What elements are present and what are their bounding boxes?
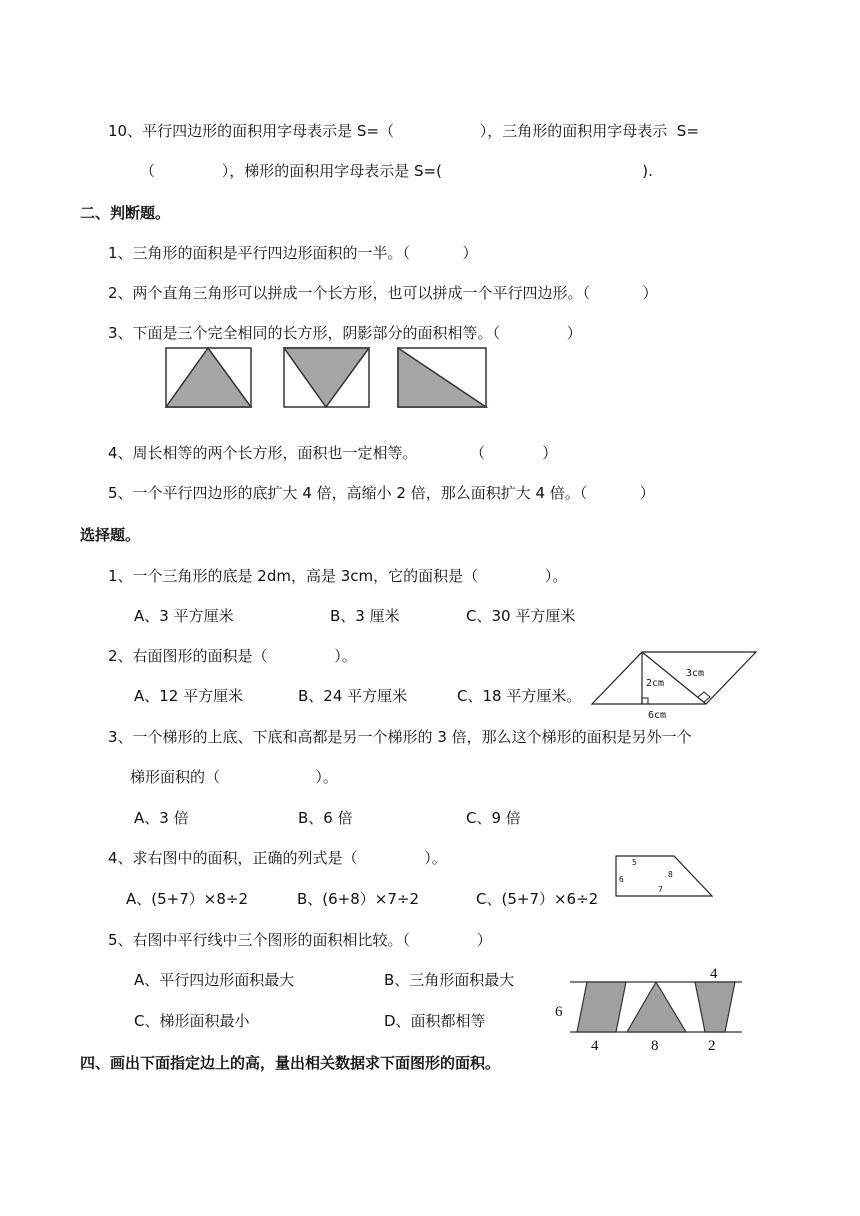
label-height: 2cm [646,678,665,689]
section3-title: 选择题。 [80,526,141,544]
q10-line2: （ ），梯形的面积用字母表示是 S=( ). [140,162,653,180]
choice-q4-c: C、(5+7）×6÷2 [476,890,599,908]
label-left: 6 [619,875,624,884]
choice-q1-c: C、30 平方厘米 [466,607,576,625]
choice-q5-d: D、面积都相等 [384,1012,486,1030]
choice-q4-b: B、(6+8）×7÷2 [297,890,420,908]
judge-item-5: 5、一个平行四边形的底扩大 4 倍，高缩小 2 倍，那么面积扩大 4 倍。（ ） [108,484,655,502]
choice-q2-a: A、12 平方厘米 [134,687,244,705]
choice-q5-b: B、三角形面积最大 [384,971,515,989]
parallel-lines-figure [550,964,746,1054]
label-slant: 8 [668,870,673,879]
choice-q3-c: C、9 倍 [466,809,521,827]
choice-q1-stem: 1、一个三角形的底是 2dm，高是 3cm，它的面积是（ ）。 [108,567,568,585]
parallelogram-figure [590,646,760,722]
rectangle-2 [284,348,369,407]
label-base-2: 2 [708,1038,716,1054]
judge-item-4: 4、周长相等的两个长方形，面积也一定相等。 （ ） [108,444,558,462]
choice-q5-a: A、平行四边形面积最大 [134,971,295,989]
choice-q1-a: A、3 平方厘米 [134,607,234,625]
choice-q5-stem: 5、右图中平行线中三个图形的面积相比较。（ ） [108,931,492,949]
trapezoid-figure [612,852,716,900]
rectangle-1 [166,348,251,407]
label-height-6: 6 [555,1004,563,1020]
q10-line1: 10、平行四边形的面积用字母表示是 S=（ ），三角形的面积用字母表示 S= [108,122,699,140]
label-base-4: 4 [591,1038,599,1054]
label-bottom: 7 [658,885,663,894]
choice-q2-stem: 2、右面图形的面积是（ ）。 [108,647,357,665]
label-top: 5 [632,858,637,867]
choice-q3-b: B、6 倍 [298,809,353,827]
judge-item-1: 1、三角形的面积是平行四边形面积的一半。（ ） [108,244,478,262]
choice-q4-a: A、(5+7）×8÷2 [126,890,248,908]
label-top-4: 4 [710,966,718,982]
section2-title: 二、判断题。 [80,204,171,222]
shape-triangle [627,982,686,1032]
choice-q4-stem: 4、求右图中的面积，正确的列式是（ ）。 [108,849,447,867]
section4-title: 四、画出下面指定边上的高，量出相关数据求下面图形的面积。 [80,1054,501,1072]
rectangle-3 [398,348,486,407]
choice-q3-stem-line2: 梯形面积的（ ）。 [130,768,338,786]
judge-item-2: 2、两个直角三角形可以拼成一个长方形，也可以拼成一个平行四边形。（ ） [108,284,658,302]
choice-q3-a: A、3 倍 [134,809,189,827]
choice-q2-b: B、24 平方厘米 [298,687,408,705]
choice-q5-c: C、梯形面积最小 [134,1012,250,1030]
label-side: 3cm [686,668,705,679]
shape-parallelogram [577,982,626,1032]
three-rectangles-figure [160,345,490,411]
choice-q1-b: B、3 厘米 [330,607,400,625]
shape-trapezoid [695,982,735,1032]
label-base-8: 8 [651,1038,659,1054]
choice-q2-c: C、18 平方厘米。 [457,687,582,705]
label-base: 6cm [648,710,667,721]
judge-item-3: 3、下面是三个完全相同的长方形，阴影部分的面积相等。（ ） [108,324,582,342]
choice-q3-stem-line1: 3、一个梯形的上底、下底和高都是另一个梯形的 3 倍，那么这个梯形的面积是另外一个 [108,728,692,746]
